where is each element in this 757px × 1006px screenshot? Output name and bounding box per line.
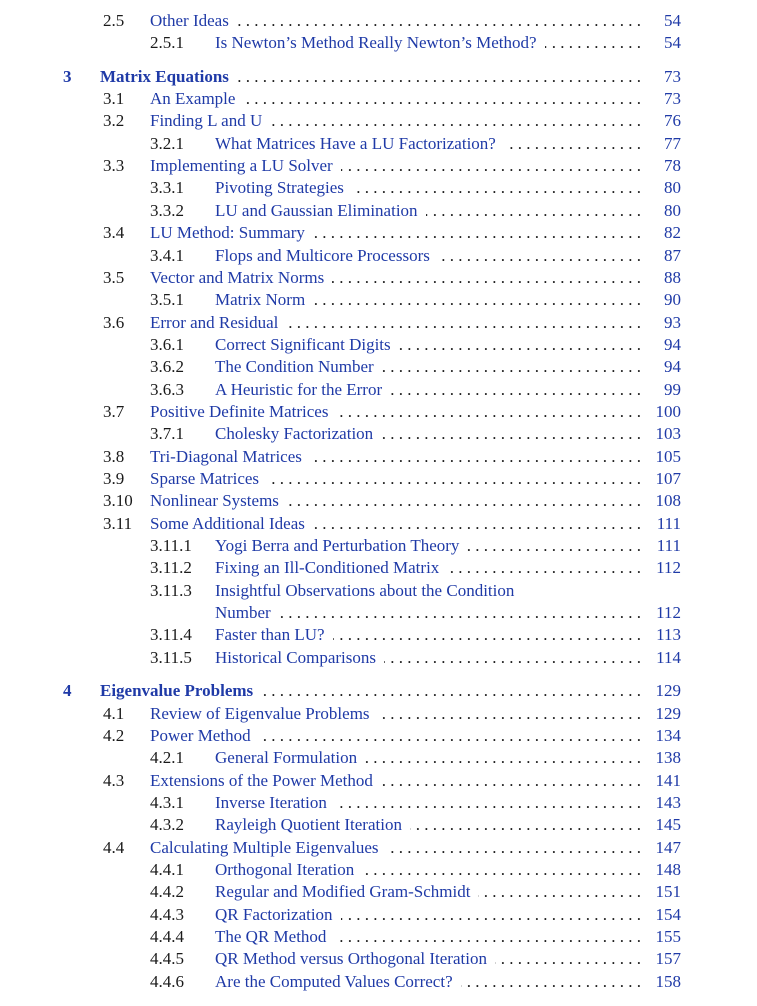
toc-entry[interactable] <box>0 401 757 423</box>
toc-entry-number: 3.4.1 <box>150 245 184 265</box>
dot-leader <box>279 602 641 624</box>
dot-leader <box>287 490 641 512</box>
toc-entry-number: 4.4.3 <box>150 904 184 924</box>
toc-entry-title[interactable]: Sparse Matrices <box>150 469 260 488</box>
dot-leader <box>237 66 641 88</box>
toc-entry-title[interactable]: Orthogonal Iteration <box>215 859 355 879</box>
toc-entry-number: 4.4.6 <box>150 971 184 991</box>
toc-entry[interactable] <box>0 334 757 356</box>
toc-entry-page-number[interactable]: 129 <box>655 681 681 701</box>
toc-entry-page-number[interactable]: 145 <box>655 815 681 835</box>
toc-entry[interactable] <box>0 904 757 926</box>
toc-entry-number: 3.3.2 <box>150 200 184 220</box>
toc-entry[interactable] <box>0 814 757 836</box>
toc-entry-title[interactable]: Insightful Observations about the Condition <box>215 580 515 600</box>
toc-entry-page-number[interactable]: 90 <box>664 290 681 310</box>
toc-entry-title[interactable]: An Example <box>150 89 236 109</box>
toc-entry-title[interactable]: QR Factorization <box>215 904 333 924</box>
toc-entry-title[interactable]: Nonlinear Systems <box>150 491 279 511</box>
toc-entry-number: 3.11 <box>103 513 133 533</box>
toc-entry-page-number[interactable]: 107 <box>655 469 681 488</box>
toc-entry[interactable] <box>0 948 757 970</box>
toc-entry-page-number[interactable]: 158 <box>655 971 681 991</box>
toc-entry[interactable] <box>0 647 757 669</box>
toc-entry-page-number[interactable]: 76 <box>664 111 681 131</box>
dot-leader <box>504 133 641 155</box>
toc-entry-number: 4.4.4 <box>150 927 184 946</box>
dot-leader <box>270 110 641 132</box>
toc-entry-number: 2.5.1 <box>150 33 184 53</box>
toc-entry-number: 4.2 <box>103 725 125 745</box>
dot-leader <box>378 703 641 725</box>
toc-entry-number: 4.3.2 <box>150 815 184 835</box>
toc-entry-number: 3.11.4 <box>150 625 192 645</box>
toc-entry-number: 3.5.1 <box>150 290 184 310</box>
dot-leader <box>341 155 641 177</box>
toc-entry-page-number[interactable]: 87 <box>664 245 681 265</box>
toc-entry-page-number[interactable]: 54 <box>664 33 681 53</box>
toc-entry[interactable] <box>0 792 757 814</box>
toc-entry[interactable] <box>0 747 757 769</box>
dot-leader <box>333 624 641 646</box>
toc-entry[interactable] <box>0 200 757 222</box>
toc-entry-page-number[interactable]: 103 <box>655 424 681 444</box>
toc-entry-page-number[interactable]: 147 <box>655 837 681 857</box>
toc-entry-page-number[interactable]: 80 <box>664 200 681 220</box>
toc-entry-title[interactable]: Yogi Berra and Perturbation Theory <box>215 536 460 556</box>
toc-entry-title[interactable]: Regular and Modified Gram-Schmidt <box>215 882 471 902</box>
toc-entry-page-number[interactable]: 94 <box>664 334 681 354</box>
toc-entry-number: 3.8 <box>103 446 125 466</box>
dot-leader <box>243 88 641 110</box>
toc-entry-page-number[interactable]: 82 <box>664 223 681 243</box>
toc-entry-title[interactable]: Correct Significant Digits <box>215 334 391 354</box>
toc-entry-title[interactable]: The QR Method <box>215 927 327 946</box>
toc-entry-page-number[interactable]: 143 <box>655 792 681 812</box>
dot-leader <box>237 10 641 32</box>
toc-entry[interactable] <box>0 446 757 468</box>
toc-entry-page-number[interactable]: 100 <box>655 401 681 421</box>
toc-entry-page-number[interactable]: 141 <box>655 770 681 790</box>
toc-entry-title[interactable]: Finding L and U <box>150 111 263 131</box>
dot-leader <box>362 859 641 881</box>
toc-entry-title[interactable]: Fixing an Ill-Conditioned Matrix <box>215 558 440 578</box>
dot-leader <box>335 792 641 814</box>
toc-entry-page-number[interactable]: 155 <box>655 927 681 946</box>
dot-leader <box>410 814 641 836</box>
toc-entry-title[interactable]: Power Method <box>150 725 251 745</box>
toc-entry-title[interactable]: Matrix Equations <box>100 66 229 86</box>
dot-leader <box>286 312 641 334</box>
toc-entry-title[interactable]: Is Newton’s Method Really Newton’s Method? <box>215 33 537 53</box>
toc-entry-page-number[interactable]: 154 <box>655 904 681 924</box>
toc-entry-number: 3.3.1 <box>150 178 184 198</box>
toc-entry[interactable] <box>0 725 757 747</box>
toc-entry[interactable] <box>0 926 757 948</box>
toc-entry-number: 4.4.1 <box>150 859 184 879</box>
toc-entry[interactable] <box>0 770 757 792</box>
toc-entry-number: 4.4.2 <box>150 882 184 902</box>
toc-entry[interactable] <box>0 881 757 903</box>
toc-entry-title[interactable]: Positive Definite Matrices <box>150 401 329 421</box>
toc-chapter-entry[interactable] <box>0 680 757 702</box>
toc-entry[interactable] <box>0 10 757 32</box>
dot-leader <box>478 881 641 903</box>
toc-entry-number: 3.2.1 <box>150 133 184 153</box>
toc-entry-number: 3.11.2 <box>150 558 192 578</box>
toc-entry-page-number[interactable]: 108 <box>655 491 681 511</box>
toc-entry-number: 3.1 <box>103 89 125 109</box>
toc-entry-title[interactable]: Flops and Multicore Processors <box>215 245 430 265</box>
toc-entry[interactable] <box>0 513 757 535</box>
toc-entry[interactable] <box>0 423 757 445</box>
toc-entry[interactable] <box>0 267 757 289</box>
dot-leader <box>382 356 641 378</box>
dot-leader <box>332 267 641 289</box>
toc-entry-page-number[interactable]: 134 <box>655 725 681 745</box>
toc-entry-number: 3.2 <box>103 111 125 131</box>
toc-entry-title[interactable]: Implementing a LU Solver <box>150 156 333 176</box>
toc-entry-title[interactable]: Vector and Matrix Norms <box>150 267 325 287</box>
toc-entry-number: 3.6 <box>103 312 125 332</box>
toc-entry[interactable] <box>0 468 757 490</box>
toc-entry-page-number[interactable]: 112 <box>656 558 681 578</box>
toc-entry-number: 3 <box>63 66 72 86</box>
toc-entry-title[interactable]: Pivoting Strategies <box>215 178 344 198</box>
toc-entry[interactable] <box>0 557 757 579</box>
toc-entry-page-number[interactable]: 157 <box>655 949 681 969</box>
toc-entry-page-number[interactable]: 77 <box>664 133 681 153</box>
toc-entry[interactable] <box>0 110 757 132</box>
toc-entry-number: 3.4 <box>103 223 125 243</box>
toc-entry-title[interactable]: What Matrices Have a LU Factorization? <box>215 133 496 153</box>
toc-entry-page-number[interactable]: 73 <box>664 89 681 109</box>
dot-leader <box>447 557 641 579</box>
toc-entry[interactable] <box>0 177 757 199</box>
dot-leader <box>313 289 641 311</box>
toc-entry-title[interactable]: Extensions of the Power Method <box>150 770 373 790</box>
toc-entry-title[interactable]: Matrix Norm <box>215 290 306 310</box>
toc-entry-title[interactable]: Cholesky Factorization <box>215 424 374 444</box>
toc-entry-page-number[interactable]: 99 <box>664 379 681 399</box>
toc-entry-page-number[interactable]: 111 <box>656 536 681 556</box>
toc-entry-number: 3.6.3 <box>150 379 184 399</box>
toc-entry[interactable] <box>0 289 757 311</box>
toc-entry-title-continuation[interactable]: Number <box>215 603 271 623</box>
dot-leader <box>467 535 641 557</box>
dot-leader <box>545 32 641 54</box>
dot-leader <box>461 971 641 993</box>
toc-entry[interactable] <box>0 32 757 54</box>
toc-entry-title[interactable]: General Formulation <box>215 748 358 768</box>
dot-leader <box>381 770 641 792</box>
dot-leader <box>313 222 641 244</box>
toc-entry-title[interactable]: Tri-Diagonal Matrices <box>150 446 302 466</box>
toc-entry-continuation-line[interactable] <box>0 602 757 624</box>
dot-leader <box>341 904 641 926</box>
toc-entry-title[interactable]: Historical Comparisons <box>215 647 377 667</box>
toc-entry[interactable] <box>0 245 757 267</box>
toc-entry-page-number[interactable]: 88 <box>664 267 681 287</box>
toc-entry-page-number[interactable]: 73 <box>664 66 681 86</box>
toc-entry-page-number[interactable]: 93 <box>664 312 681 332</box>
toc-entry[interactable] <box>0 703 757 725</box>
toc-entry-title[interactable]: Are the Computed Values Correct? <box>215 971 453 991</box>
dot-leader <box>313 513 641 535</box>
toc-entry[interactable] <box>0 133 757 155</box>
toc-entry-number: 4.1 <box>103 703 125 723</box>
toc-entry-number: 3.9 <box>103 469 125 488</box>
toc-entry-title[interactable]: Eigenvalue Problems <box>100 681 254 701</box>
toc-entry-title[interactable]: Inverse Iteration <box>215 792 327 812</box>
toc-entry-number: 3.3 <box>103 156 125 176</box>
dot-leader <box>365 747 641 769</box>
toc-entry[interactable] <box>0 222 757 244</box>
toc-entry-title[interactable]: Some Additional Ideas <box>150 513 305 533</box>
toc-entry[interactable] <box>0 859 757 881</box>
toc-entry[interactable] <box>0 971 757 993</box>
toc-entry-title[interactable]: LU Method: Summary <box>150 223 305 243</box>
toc-entry-number: 3.10 <box>103 491 133 511</box>
toc-entry-number: 3.11.3 <box>150 580 192 600</box>
toc-entry[interactable] <box>0 837 757 859</box>
toc-entry-page-number[interactable]: 151 <box>655 882 681 902</box>
toc-entry-page-number[interactable]: 114 <box>656 647 681 667</box>
toc-entry-title[interactable]: Error and Residual <box>150 312 279 332</box>
dot-leader <box>352 177 641 199</box>
toc-entry-title[interactable]: Other Ideas <box>150 11 229 30</box>
toc-entry-page-number[interactable]: 113 <box>656 625 681 645</box>
dot-leader <box>495 948 641 970</box>
dot-leader <box>261 680 641 702</box>
dot-leader <box>267 468 641 490</box>
dot-leader <box>387 837 641 859</box>
toc-entry-page-number[interactable]: 105 <box>655 446 681 466</box>
dot-leader <box>390 379 641 401</box>
toc-entry-number: 4.3 <box>103 770 125 790</box>
toc-entry[interactable] <box>0 624 757 646</box>
toc-entry-number: 3.11.5 <box>150 647 192 667</box>
dot-leader <box>399 334 641 356</box>
toc-entry-page-number[interactable]: 129 <box>655 703 681 723</box>
toc-chapter-entry[interactable] <box>0 66 757 88</box>
toc-entry-page-number[interactable]: 78 <box>664 156 681 176</box>
toc-entry-page-number[interactable]: 80 <box>664 178 681 198</box>
dot-leader <box>310 446 641 468</box>
toc-entry-page-number[interactable]: 112 <box>656 603 681 623</box>
toc-entry[interactable] <box>0 155 757 177</box>
toc-entry-title[interactable]: Faster than LU? <box>215 625 325 645</box>
dot-leader <box>336 401 641 423</box>
toc-entry-title[interactable]: Review of Eigenvalue Problems <box>150 703 370 723</box>
toc-entry-number: 3.5 <box>103 267 125 287</box>
dot-leader <box>384 647 641 669</box>
toc-entry-number: 3.7.1 <box>150 424 184 444</box>
toc-entry-number: 4.3.1 <box>150 792 184 812</box>
toc-entry-number: 4.2.1 <box>150 748 184 768</box>
dot-leader <box>381 423 641 445</box>
toc-entry[interactable] <box>0 312 757 334</box>
toc-entry[interactable] <box>0 356 757 378</box>
toc-entry-number: 3.11.1 <box>150 536 192 556</box>
toc-entry-page-number[interactable]: 111 <box>656 513 681 533</box>
dot-leader <box>334 926 641 948</box>
dot-leader <box>259 725 641 747</box>
toc-entry-page-number[interactable]: 138 <box>655 748 681 768</box>
dot-leader <box>426 200 641 222</box>
toc-entry[interactable] <box>0 580 757 602</box>
toc-entry-number: 4.4.5 <box>150 949 184 969</box>
dot-leader <box>438 245 641 267</box>
toc-entry-title[interactable]: QR Method versus Orthogonal Iteration <box>215 949 487 969</box>
toc-entry-number: 2.5 <box>103 11 125 30</box>
toc-entry-page-number[interactable]: 148 <box>655 859 681 879</box>
toc-entry-title[interactable]: Calculating Multiple Eigenvalues <box>150 837 379 857</box>
toc-entry-number: 4 <box>63 681 72 701</box>
toc-entry-number: 3.7 <box>103 401 125 421</box>
toc-entry[interactable] <box>0 535 757 557</box>
toc-entry-page-number[interactable]: 54 <box>664 11 681 30</box>
toc-entry[interactable] <box>0 490 757 512</box>
toc-entry-title[interactable]: LU and Gaussian Elimination <box>215 200 418 220</box>
toc-entry-title[interactable]: The Condition Number <box>215 357 374 377</box>
toc-entry-number: 4.4 <box>103 837 125 857</box>
toc-entry-page-number[interactable]: 94 <box>664 357 681 377</box>
toc-entry-number: 3.6.1 <box>150 334 184 354</box>
toc-entry-title[interactable]: Rayleigh Quotient Iteration <box>215 815 402 835</box>
toc-entry-number: 3.6.2 <box>150 357 184 377</box>
toc-entry-title[interactable]: A Heuristic for the Error <box>215 379 383 399</box>
toc-entry[interactable] <box>0 88 757 110</box>
toc-entry[interactable] <box>0 379 757 401</box>
